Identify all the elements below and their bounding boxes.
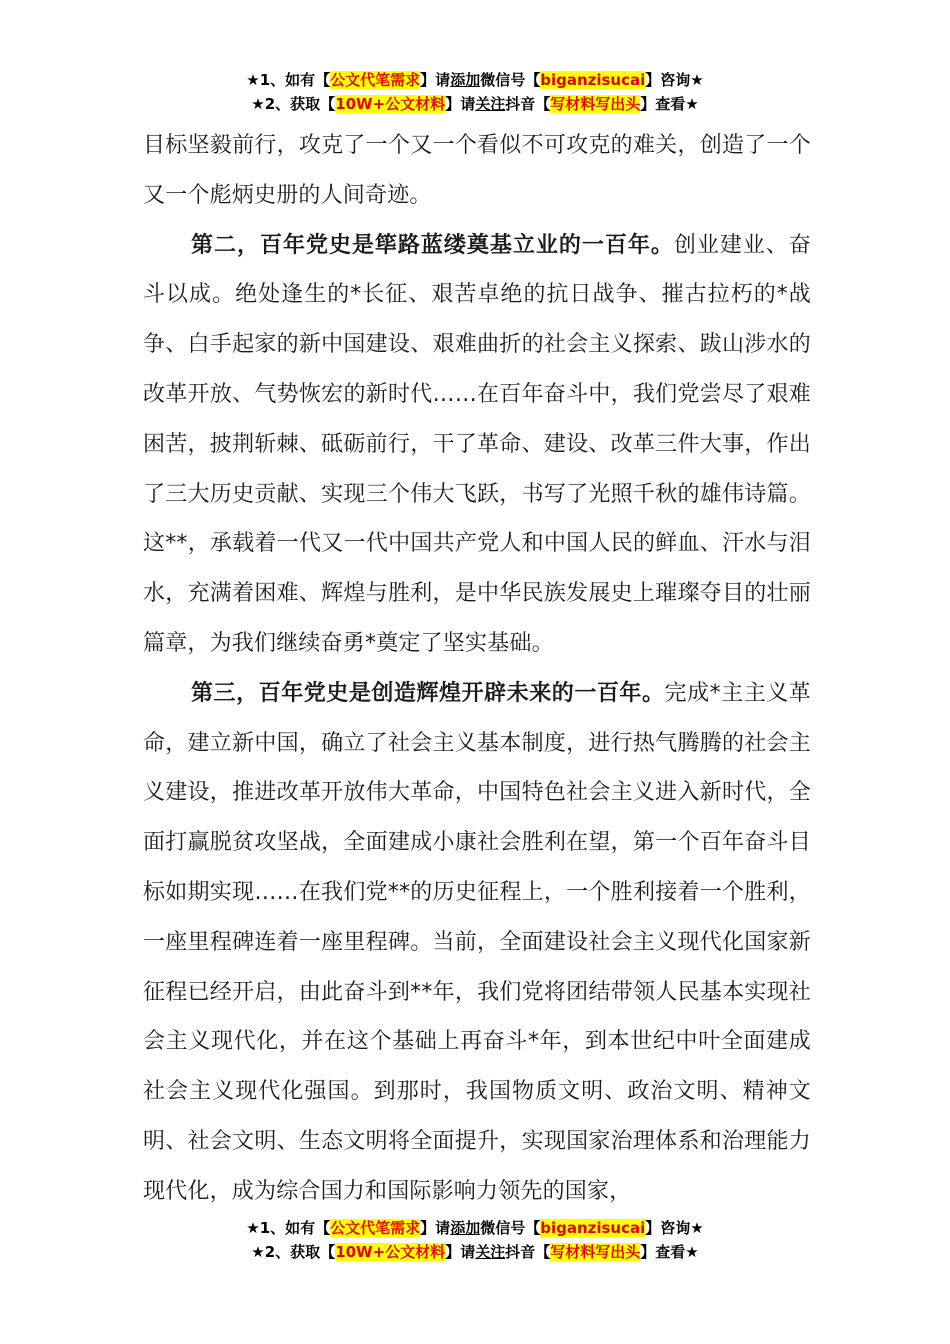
paragraph-third — [143, 669, 811, 1217]
promo-text: 】请 — [445, 1243, 476, 1261]
highlight-douyin-account: 写材料写出头 — [550, 1243, 641, 1261]
promo-banner-bottom — [0, 1216, 950, 1264]
promo-text: 微信号【 — [480, 1219, 541, 1237]
promo-text: 微信号【 — [480, 71, 541, 89]
promo-line-1 — [0, 1216, 950, 1240]
underlined-text: 添加 — [450, 1219, 481, 1237]
promo-text: 】查看★ — [640, 1243, 699, 1261]
paragraph-text: 创业建业、奋斗以成。绝处逢生的*长征、艰苦卓绝的抗日战争、摧古拉朽的*战争、白手起家的新中国建设、艰难曲折的社会主义探索、跋山涉水的改革开放、气势恢宏的新时代……在百年奋斗中，我们党尝尽了艰难困苦，披荆斩棘、砥砺前行，干了革命、建设、改革三件大事，作出了三大历史贡献、实现三个伟大飞跃，书写了光照千秋的雄伟诗篇。这**，承载着一代又一代中国共产党人和中国人民的鲜血、汗水与泪水，充满着困难、辉煌与胜利，是中华民族发展史上璀璨夺目的壮丽篇章，为我们继续奋勇*奠定了坚实基础。 — [143, 232, 812, 656]
paragraph-heading: 第三，百年党史是创造辉煌开辟未来的一百年。 — [191, 680, 665, 706]
promo-banner-top — [0, 68, 950, 116]
paragraph-heading: 第二，百年党史是筚路蓝缕奠基立业的一百年。 — [191, 232, 674, 258]
promo-text: 】咨询★ — [645, 71, 704, 89]
highlight-materials: 10W+公文材料 — [335, 1243, 446, 1261]
promo-text: 】查看★ — [640, 95, 699, 113]
promo-text: 】咨询★ — [645, 1219, 704, 1237]
underlined-text: 添加 — [450, 71, 481, 89]
promo-text: ★1、如有【 — [246, 1219, 331, 1237]
highlight-wechat-id: biganzisucai — [540, 1219, 646, 1237]
paragraph-continuation: 目标坚毅前行，攻克了一个又一个看似不可攻克的难关，创造了一个又一个彪炳史册的人间奇迹。 — [143, 133, 811, 208]
promo-text: 】请 — [420, 71, 451, 89]
promo-text: 】请 — [445, 95, 476, 113]
highlight-wechat-id: biganzisucai — [540, 71, 646, 89]
document-body — [143, 121, 811, 1217]
promo-text: ★2、获取【 — [251, 95, 336, 113]
promo-line-2 — [0, 92, 950, 116]
promo-line-1 — [0, 68, 950, 92]
highlight-service: 公文代笔需求 — [330, 1219, 421, 1237]
paragraph-second — [143, 221, 811, 669]
promo-text: 抖音【 — [505, 1243, 551, 1261]
promo-text: ★2、获取【 — [251, 1243, 336, 1261]
promo-line-2 — [0, 1240, 950, 1264]
underlined-text: 关注 — [475, 95, 506, 113]
highlight-service: 公文代笔需求 — [330, 71, 421, 89]
highlight-materials: 10W+公文材料 — [335, 95, 446, 113]
promo-text: ★1、如有【 — [246, 71, 331, 89]
highlight-douyin-account: 写材料写出头 — [550, 95, 641, 113]
paragraph-text: 完成*主主义革命，建立新中国，确立了社会主义基本制度，进行热气腾腾的社会主义建设，推进改革开放伟大革命，中国特色社会主义进入新时代，全面打赢脱贫攻坚战，全面建成小康社会胜利在望，第一个百年奋斗目标如期实现……在我们党**的历史征程上，一个胜利接着一个胜利，一座里程碑连着一座里程碑。当前，全面建设社会主义现代化国家新征程已经开启，由此奋斗到**年，我们党将团结带领人民基本实现社会主义现代化，并在这个基础上再奋斗*年，到本世纪中叶全面建成社会主义现代化强国。到那时，我国物质文明、政治文明、精神文明、社会文明、生态文明将全面提升，实现国家治理体系和治理能力现代化，成为综合国力和国际影响力领先的国家， — [143, 680, 812, 1204]
promo-text: 】请 — [420, 1219, 451, 1237]
underlined-text: 关注 — [475, 1243, 506, 1261]
promo-text: 抖音【 — [505, 95, 551, 113]
